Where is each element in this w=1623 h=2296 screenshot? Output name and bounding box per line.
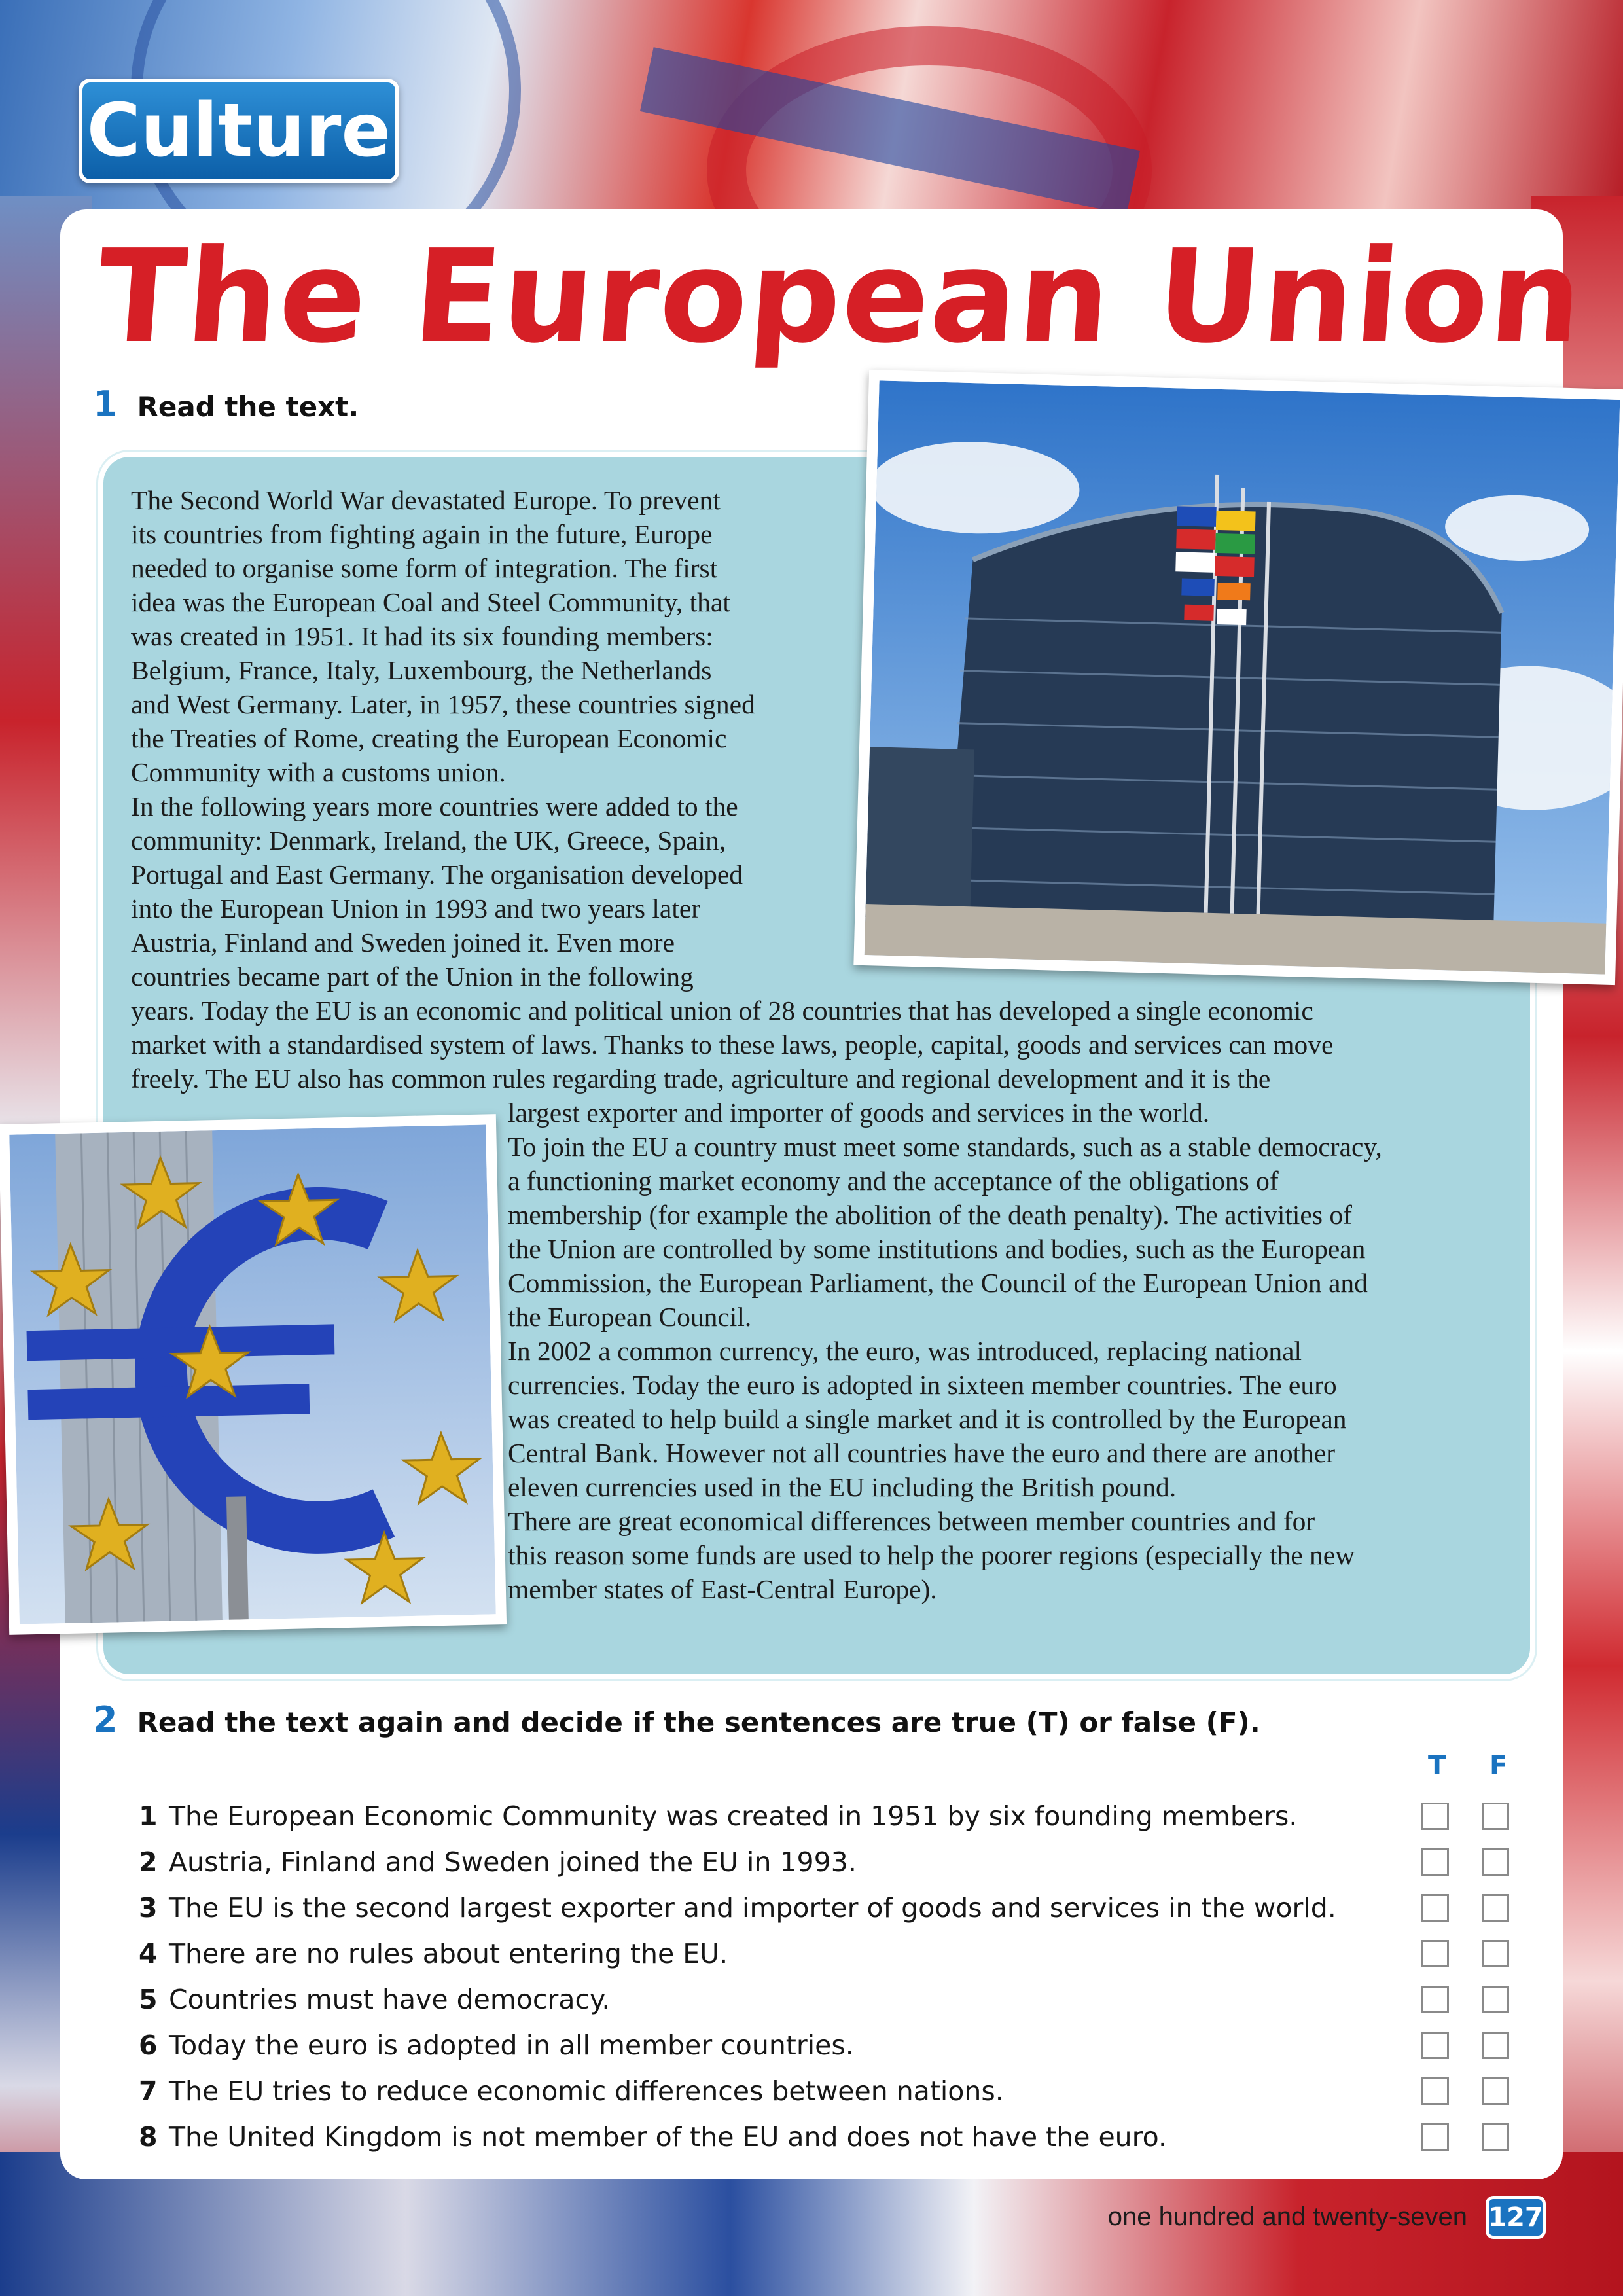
statement-text: The European Economic Community was created in 1951 by six founding members. [169, 1801, 1298, 1832]
statement-text: The EU tries to reduce economic differences between nations. [169, 2075, 1004, 2107]
statement-number: 2 [139, 1846, 158, 1878]
text-line: Portugal and East Germany. The organisation developed [131, 859, 743, 889]
text-line: this reason some funds are used to help the poorer regions (especially the new [508, 1540, 1355, 1570]
text-line: Belgium, France, Italy, Luxembourg, the Netherlands [131, 655, 712, 685]
text-line: There are great economical differences between member countries and for [508, 1506, 1315, 1536]
statement-number: 4 [139, 1938, 158, 1969]
instruction-text: Read the text again and decide if the sentences are true (T) or false (F). [137, 1706, 1260, 1738]
text-line: member states of East-Central Europe). [508, 1574, 937, 1604]
text-line: countries became part of the Union in the following [131, 961, 694, 992]
statement-text: The EU is the second largest exporter and importer of goods and services in the world. [169, 1892, 1336, 1924]
statement-item [139, 1885, 1539, 1931]
statement-number: 1 [139, 1801, 158, 1832]
text-line: freely. The EU also has common rules regarding trade, agriculture and regional development and it is the [131, 1064, 1271, 1094]
true-checkbox[interactable] [1421, 1986, 1449, 2013]
text-line: In the following years more countries were added to the [131, 791, 738, 821]
page-title: The European Union [93, 223, 1588, 372]
statement-item [139, 1931, 1539, 1977]
false-checkbox[interactable] [1482, 1803, 1509, 1830]
text-line: was created to help build a single market and it is controlled by the European [508, 1404, 1347, 1434]
statement-text: Austria, Finland and Sweden joined the EU in 1993. [169, 1846, 857, 1878]
text-line: membership (for example the abolition of the death penalty). The activities of [508, 1200, 1352, 1230]
true-checkbox[interactable] [1421, 1803, 1449, 1830]
reading-text-full-width [131, 994, 1512, 1096]
text-line: eleven currencies used in the EU including the British pound. [508, 1472, 1177, 1502]
false-checkbox[interactable] [1482, 1848, 1509, 1876]
true-column-header: T [1428, 1751, 1446, 1781]
statement-item [139, 2114, 1539, 2160]
text-line: years. Today the EU is an economic and political union of 28 countries that has developed a single economic [131, 996, 1313, 1026]
statement-number: 5 [139, 1984, 158, 2015]
text-line: largest exporter and importer of goods and services in the world. [508, 1098, 1210, 1128]
true-checkbox[interactable] [1421, 1848, 1449, 1876]
statement-number: 3 [139, 1892, 158, 1924]
euro-sign-image [9, 1124, 496, 1624]
statement-number: 8 [139, 2121, 158, 2153]
text-line: currencies. Today the euro is adopted in sixteen member countries. The euro [508, 1370, 1337, 1400]
parliament-photo [853, 370, 1623, 985]
text-line: community: Denmark, Ireland, the UK, Greece, Spain, [131, 825, 726, 855]
false-checkbox[interactable] [1482, 1940, 1509, 1967]
text-line: the Union are controlled by some institutions and bodies, such as the European [508, 1234, 1366, 1264]
statement-text: Countries must have democracy. [169, 1984, 611, 2015]
statement-text: Today the euro is adopted in all member countries. [169, 2030, 854, 2061]
false-checkbox[interactable] [1482, 1894, 1509, 1922]
false-checkbox[interactable] [1482, 1986, 1509, 2013]
statement-item [139, 1793, 1539, 1839]
statement-item [139, 1839, 1539, 1885]
false-column-header: F [1489, 1751, 1508, 1781]
statement-text: The United Kingdom is not member of the EU and does not have the euro. [169, 2121, 1168, 2153]
text-line: Commission, the European Parliament, the Council of the European Union and [508, 1268, 1368, 1298]
text-line: a functioning market economy and the acceptance of the obligations of [508, 1166, 1279, 1196]
exercise-number: 1 [93, 384, 118, 425]
text-line: To join the EU a country must meet some standards, such as a stable democracy, [508, 1132, 1382, 1162]
exercise-2-instruction [93, 1699, 1260, 1740]
euro-sign-photo [0, 1114, 507, 1635]
text-line: Community with a customs union. [131, 757, 506, 787]
statement-item [139, 1977, 1539, 2022]
reading-text-top [131, 483, 864, 994]
page-number-badge: 127 [1486, 2196, 1546, 2239]
instruction-text: Read the text. [137, 391, 359, 423]
true-checkbox[interactable] [1421, 2032, 1449, 2059]
text-line: and West Germany. Later, in 1957, these countries signed [131, 689, 755, 719]
text-line: The Second World War devastated Europe. To prevent [131, 485, 721, 515]
text-line: In 2002 a common currency, the euro, was introduced, replacing national [508, 1336, 1302, 1366]
true-checkbox[interactable] [1421, 1894, 1449, 1922]
statement-item [139, 2022, 1539, 2068]
false-checkbox[interactable] [1482, 2077, 1509, 2105]
true-false-list [139, 1793, 1539, 2160]
exercise-1-instruction [93, 384, 359, 425]
statement-item [139, 2068, 1539, 2114]
statement-text: There are no rules about entering the EU. [169, 1938, 728, 1969]
text-line: its countries from fighting again in the future, Europe [131, 519, 713, 549]
false-checkbox[interactable] [1482, 2032, 1509, 2059]
text-line: Austria, Finland and Sweden joined it. Even more [131, 927, 675, 958]
section-tag: Culture [79, 79, 399, 183]
page-number-words: one hundred and twenty-seven [1107, 2202, 1467, 2231]
text-line: Central Bank. However not all countries have the euro and there are another [508, 1438, 1336, 1468]
false-checkbox[interactable] [1482, 2123, 1509, 2151]
text-line: needed to organise some form of integration. The first [131, 553, 718, 583]
text-line: into the European Union in 1993 and two years later [131, 893, 701, 924]
parliament-image [865, 380, 1620, 974]
text-line: market with a standardised system of laws. Thanks to these laws, people, capital, goods and services can move [131, 1030, 1334, 1060]
true-checkbox[interactable] [1421, 2123, 1449, 2151]
text-line: was created in 1951. It had its six founding members: [131, 621, 713, 651]
true-checkbox[interactable] [1421, 1940, 1449, 1967]
text-line: the Treaties of Rome, creating the European Economic [131, 723, 727, 753]
true-checkbox[interactable] [1421, 2077, 1449, 2105]
reading-text-bottom [508, 1096, 1516, 1606]
exercise-number: 2 [93, 1699, 118, 1740]
statement-number: 6 [139, 2030, 158, 2061]
text-line: the European Council. [508, 1302, 752, 1332]
text-line: idea was the European Coal and Steel Community, that [131, 587, 730, 617]
statement-number: 7 [139, 2075, 158, 2107]
